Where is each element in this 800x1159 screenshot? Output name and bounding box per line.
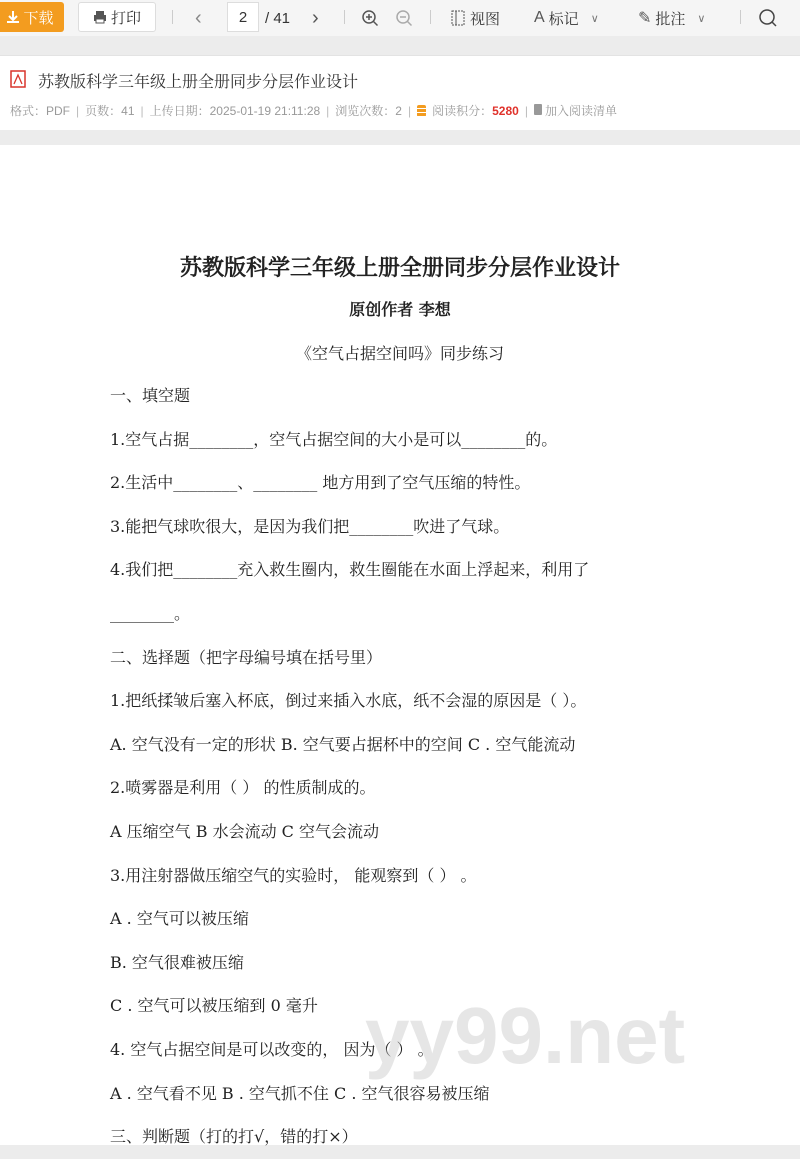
divider [740, 10, 741, 24]
document-line: 4.我们把________充入救生圈内，救生圈能在水面上浮起来，利用了 [110, 560, 590, 580]
document-line: A 压缩空气 B 水会流动 C 空气会流动 [110, 821, 379, 841]
page-heading: 苏教版科学三年级上册全册同步分层作业设计 [179, 255, 620, 281]
document-line: 三、判断题（打的打√，错的打×） [110, 1127, 358, 1147]
page-number-input[interactable]: 2 [227, 2, 259, 32]
page-subtitle: 《空气占据空间吗》同步练习 [295, 344, 504, 363]
print-label: 打印 [110, 9, 141, 27]
annotate-button[interactable] [638, 0, 705, 36]
pen-icon: ✎ [638, 10, 652, 27]
document-line: 2.生活中________、________ 地方用到了空气压缩的特性。 [110, 473, 531, 493]
print-button[interactable] [78, 2, 156, 32]
document-page [0, 145, 800, 1145]
zoom-in-button[interactable] [361, 0, 379, 36]
pdf-icon [10, 70, 26, 88]
document-line: A . 空气可以被压缩 [110, 909, 249, 929]
zoom-in-icon [361, 9, 379, 27]
mark-button[interactable] [534, 0, 599, 36]
document-line: 4. 空气占据空间是可以改变的， 因为（ ） 。 [110, 1039, 434, 1059]
highlighter-icon: A [534, 9, 545, 26]
chevron-down-icon: ∨ [697, 12, 706, 25]
prev-page-button[interactable]: ‹ [195, 6, 202, 29]
document-line: A. 空气没有一定的形状 B. 空气要占据杯中的空间 C . 空气能流动 [110, 734, 576, 754]
document-line: C . 空气可以被压缩到 0 毫升 [110, 996, 318, 1016]
document-line: 2.喷雾器是利用（ ） 的性质制成的。 [110, 778, 376, 798]
meta-pages: 页数：41 [85, 104, 135, 118]
mark-label: 标记 [548, 10, 579, 28]
printer-icon [93, 10, 107, 24]
page-author: 原创作者 李想 [349, 300, 451, 319]
meta-points [432, 102, 519, 119]
download-icon [6, 10, 20, 24]
meta-format: 格式：PDF [10, 104, 71, 118]
zoom-out-icon [395, 9, 413, 27]
document-line: 1.把纸揉皱后塞入杯底，倒过来插入水底，纸不会湿的原因是（ ）。 [110, 691, 587, 711]
annotate-label: 批注 [655, 10, 686, 28]
document-line: A . 空气看不见 B . 空气抓不住 C . 空气很容易被压缩 [110, 1083, 490, 1103]
points-value: 5280 [492, 104, 519, 118]
document-info-header [0, 55, 800, 130]
view-button[interactable] [450, 0, 500, 36]
document-line: B. 空气很难被压缩 [110, 952, 244, 972]
add-reading-list-label: 加入阅读清单 [544, 104, 617, 118]
document-title: 苏教版科学三年级上册全册同步分层作业设计 [38, 74, 359, 91]
divider [430, 10, 431, 24]
view-icon [450, 10, 466, 26]
document-line: 3.能把气球吹很大，是因为我们把________吹进了气球。 [110, 516, 510, 536]
document-body [110, 374, 589, 1159]
zoom-out-button[interactable] [395, 0, 413, 36]
document-line: ________。 [110, 603, 191, 623]
meta-views: 浏览次数：2 [335, 104, 402, 118]
meta-upload-date: 上传日期：2025-01-19 21:11:28 [149, 104, 321, 118]
document-line: 二、选择题（把字母编号填在括号里） [110, 647, 383, 667]
add-reading-list-button[interactable] [534, 102, 617, 119]
document-line: 1.空气占据________，空气占据空间的大小是可以________的。 [110, 429, 558, 449]
toolbar [0, 0, 800, 36]
search-icon [758, 8, 778, 28]
document-line: 一、填空题 [110, 386, 191, 405]
download-label: 下载 [23, 9, 54, 27]
coins-icon [417, 105, 426, 117]
points-label: 阅读积分： [432, 104, 493, 118]
clipboard-icon [534, 104, 542, 115]
next-page-button[interactable]: › [312, 6, 319, 29]
divider [172, 10, 173, 24]
search-button[interactable] [758, 0, 778, 36]
document-line: 3.用注射器做压缩空气的实验时， 能观察到（ ） 。 [110, 865, 477, 885]
download-button[interactable] [0, 2, 64, 32]
divider [344, 10, 345, 24]
watermark: yy99.net [365, 991, 686, 1080]
document-meta: 格式：PDF | 页数：41 | 上传日期：2025-01-19 21:11:28 | 浏览次数：2 | 阅读积分：5280 | 加入阅读清单 [10, 103, 617, 118]
view-label: 视图 [470, 10, 501, 28]
chevron-down-icon: ∨ [590, 12, 599, 25]
page-total: / 41 [265, 9, 291, 27]
